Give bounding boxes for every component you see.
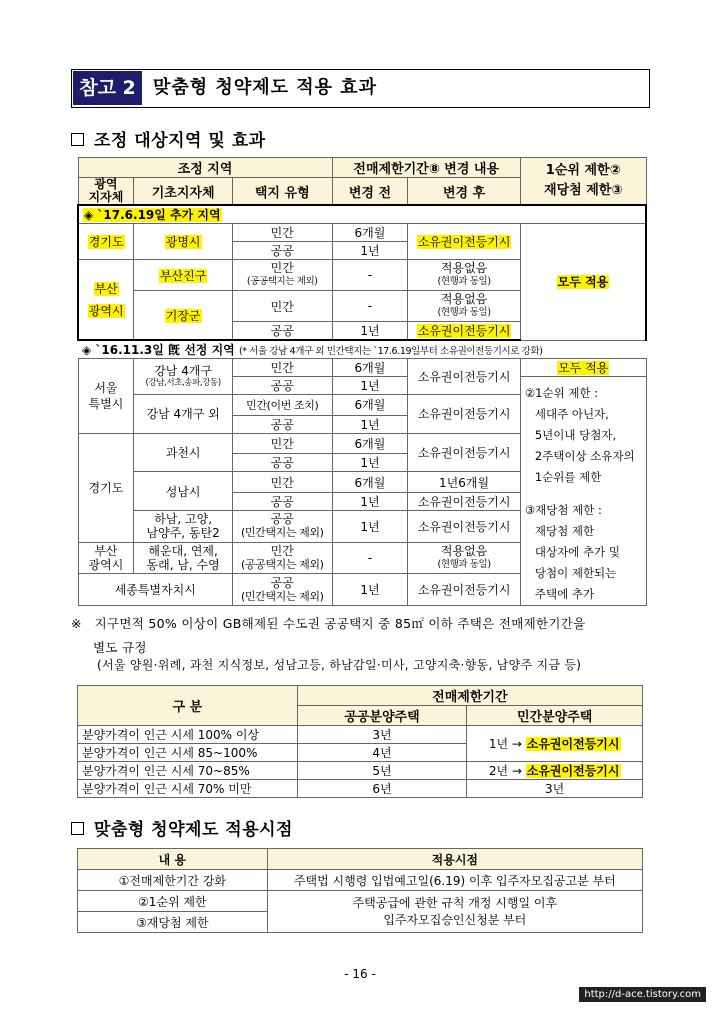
g2-hu-after: 적용없음 (현행과 동일)	[408, 542, 521, 574]
g2-haeundae: 해운대, 연제, 동래, 남, 수영	[134, 542, 233, 574]
g2-seoul: 서울 특별시	[78, 359, 134, 434]
note-line2: 별도 규정	[93, 640, 147, 655]
section2-heading	[71, 815, 293, 840]
price-row-label: 분양가격이 인근 시세 100% 이상	[78, 726, 298, 744]
section2-title: 맞춤형 청약제도 적용시점	[94, 820, 293, 840]
note-line3: (서울 양원·위례, 과천 지식정보, 성남고등, 하남감일·미사, 고양지축·향동, 남양주 지금 등)	[97, 658, 582, 672]
g1-bj-type: 민간 (공공택지는 제외)	[232, 260, 332, 291]
adjusted-area-table	[77, 157, 647, 606]
g2-sn-private: 민간	[232, 472, 332, 493]
g2-sejong: 세종특별자치시	[78, 574, 232, 606]
price-private-2: 2년 → 소유권이전등기시	[467, 762, 643, 780]
g2-sn-private-before: 6개월	[332, 472, 408, 493]
checkbox-square-icon	[71, 133, 84, 146]
th-content: 내 용	[78, 849, 268, 870]
g2-gn-private: 민간	[232, 359, 332, 377]
g2-gangnam-out: 강남 4개구 외	[134, 395, 233, 434]
price-row-label: 분양가격이 인근 시세 85~100%	[78, 744, 298, 762]
th-private: 민간분양주택	[467, 706, 643, 726]
g2-gc-private-before: 6개월	[332, 433, 408, 454]
g2-sn-public-before: 1년	[332, 492, 408, 510]
th-period: 전매제한기간	[297, 686, 642, 706]
g2-hanam: 하남, 고양, 남양주, 동탄2	[134, 510, 233, 542]
g2-all-apply: 모두 적용	[520, 359, 646, 377]
g2-gn-private-before: 6개월	[332, 359, 408, 377]
price-row-public: 6년	[297, 780, 467, 798]
th-before: 변경 전	[332, 178, 408, 206]
th-restrict-2: 재당첨 제한③	[544, 183, 623, 198]
g1-gijang: 기장군	[134, 291, 233, 341]
price-row-public: 4년	[297, 744, 467, 762]
th-change: 전매제한기간⑧ 변경 내용	[332, 158, 520, 178]
watermark: http://d-ace.tistory.com	[579, 987, 706, 1002]
g2-sj-after: 소유권이전등기시	[408, 574, 521, 606]
th-time: 적용시점	[267, 849, 642, 870]
section1-title: 조정 대상지역 및 효과	[94, 131, 266, 151]
price-row-label: 분양가격이 인근 시세 70~85%	[78, 762, 298, 780]
g2-sj-type: 공공 (민간택지는 제외)	[232, 574, 332, 606]
g2-go-public-before: 1년	[332, 415, 408, 433]
g2-hn-before: 1년	[332, 510, 408, 542]
timing-row3: ③재당첨 제한	[78, 912, 268, 933]
g2-gwacheon: 과천시	[134, 433, 233, 472]
g1-gj-public: 공공	[232, 322, 332, 341]
page-number: - 16 -	[344, 967, 376, 981]
g1-gm-public-before: 1년	[332, 242, 408, 260]
g2-hu-type: 민간 (공공택지는 제외)	[232, 542, 332, 574]
section1-heading	[71, 126, 266, 151]
th-basic: 기초지자체	[134, 178, 233, 206]
th-gubun: 구 분	[78, 686, 298, 726]
g1-gj-private-before: -	[332, 291, 408, 322]
g2-gyeonggi: 경기도	[78, 433, 134, 542]
g2-hn-after: 소유권이전등기시	[408, 510, 521, 542]
th-type: 택지 유형	[232, 178, 332, 206]
timing-row2: ②1순위 제한	[78, 891, 268, 912]
g2-sn-public-after: 소유권이전등기시	[408, 492, 521, 510]
g2-go-private: 민간(이번 조치)	[232, 395, 332, 416]
th-restrict-1: 1순위 제한②	[545, 163, 621, 178]
group2-label: ◈ `16.11.3일 旣 선정 지역 (* 서울 강남 4개구 외 민간택지는 `17.6.19일부터 소유권이전등기시로 강화)	[78, 340, 646, 359]
g2-go-after: 소유권이전등기시	[408, 395, 521, 434]
th-metro-2: 지자체	[88, 190, 124, 204]
g1-gm-after: 소유권이전등기시	[408, 224, 521, 260]
g1-gj-public-before: 1년	[332, 322, 408, 341]
g2-hu-before: -	[332, 542, 408, 574]
note-line1: ※ 지구면적 50% 이상이 GB해제된 수도권 공공택지 중 85㎡ 이하 주택은 전매제한기간을	[71, 616, 586, 631]
g2-go-private-before: 6개월	[332, 395, 408, 416]
g1-gj-public-after: 소유권이전등기시	[408, 322, 521, 341]
g1-gm-private-before: 6개월	[332, 224, 408, 242]
group1-label	[78, 205, 646, 224]
g2-gc-private: 민간	[232, 433, 332, 454]
g2-sn-private-after: 1년6개월	[408, 472, 521, 493]
g1-gj-private-after: 적용없음 (현행과 동일)	[408, 291, 521, 322]
timing-row1-time: 주택법 시행령 입법예고일(6.19) 이후 입주자모집공고분 부터	[267, 870, 642, 891]
g2-gc-after: 소유권이전등기시	[408, 433, 521, 472]
group1-text: ◈ `17.6.19일 추가 지역	[84, 208, 221, 222]
g2-busan: 부산 광역시	[78, 542, 134, 574]
timing-row1: ①전매제한기간 강화	[78, 870, 268, 891]
g2-sj-before: 1년	[332, 574, 408, 606]
timing-table	[77, 848, 643, 933]
th-metro	[78, 178, 134, 206]
g1-gj-private: 민간	[232, 291, 332, 322]
g1-busanjin: 부산진구	[134, 260, 233, 291]
th-restrict	[520, 158, 646, 206]
price-private-3: 3년	[467, 780, 643, 798]
g2-seongnam: 성남시	[134, 472, 233, 511]
g1-all-apply: 모두 적용	[520, 224, 646, 341]
g2-gc-public: 공공	[232, 454, 332, 472]
price-row-label: 분양가격이 인근 시세 70% 미만	[78, 780, 298, 798]
page-title: 맞춤형 청약제도 적용 효과	[153, 77, 378, 98]
g2-gangnam4: 강남 4개구 (강남,서초,송파,강동)	[134, 359, 233, 395]
timing-row23-time: 주택공급에 관한 규칙 개정 시행일 이후 입주자모집승인신청분 부터	[267, 891, 642, 933]
g2-sn-public: 공공	[232, 492, 332, 510]
g1-gm-public: 공공	[232, 242, 332, 260]
g2-hn-type: 공공 (민간택지는 제외)	[232, 510, 332, 542]
g2-gn-public-before: 1년	[332, 377, 408, 395]
g1-bj-before: -	[332, 260, 408, 291]
g1-bj-after: 적용없음 (현행과 동일)	[408, 260, 521, 291]
g1-gyeonggi: 경기도	[78, 224, 134, 260]
g2-restrict-desc: ②1순위 제한 : 세대주 아닌자, 5년이내 당첨자, 2주택이상 소유자의 1순위를 제한 ③재당첨 제한 : 재당첨 제한 대상자에 추가 및 당첨이 제한되는 주택에 추가	[520, 377, 646, 606]
g2-gn-after: 소유권이전등기시	[408, 359, 521, 395]
price-row-public: 3년	[297, 726, 467, 744]
g1-gwangmyeong: 광명시	[134, 224, 233, 260]
price-private-1: 1년 → 소유권이전등기시	[467, 726, 643, 762]
g1-busan: 부산 광역시	[78, 260, 134, 341]
th-metro-1: 광역	[94, 177, 118, 191]
checkbox-square-icon	[71, 822, 84, 835]
th-after: 변경 후	[408, 178, 521, 206]
g2-go-public: 공공	[232, 415, 332, 433]
g1-gm-private: 민간	[232, 224, 332, 242]
th-area: 조정 지역	[78, 158, 332, 178]
g2-gc-public-before: 1년	[332, 454, 408, 472]
price-row-public: 5년	[297, 762, 467, 780]
header-label: 참고 2	[73, 71, 142, 105]
price-period-table	[77, 685, 643, 798]
g2-gn-public: 공공	[232, 377, 332, 395]
th-public: 공공분양주택	[297, 706, 467, 726]
